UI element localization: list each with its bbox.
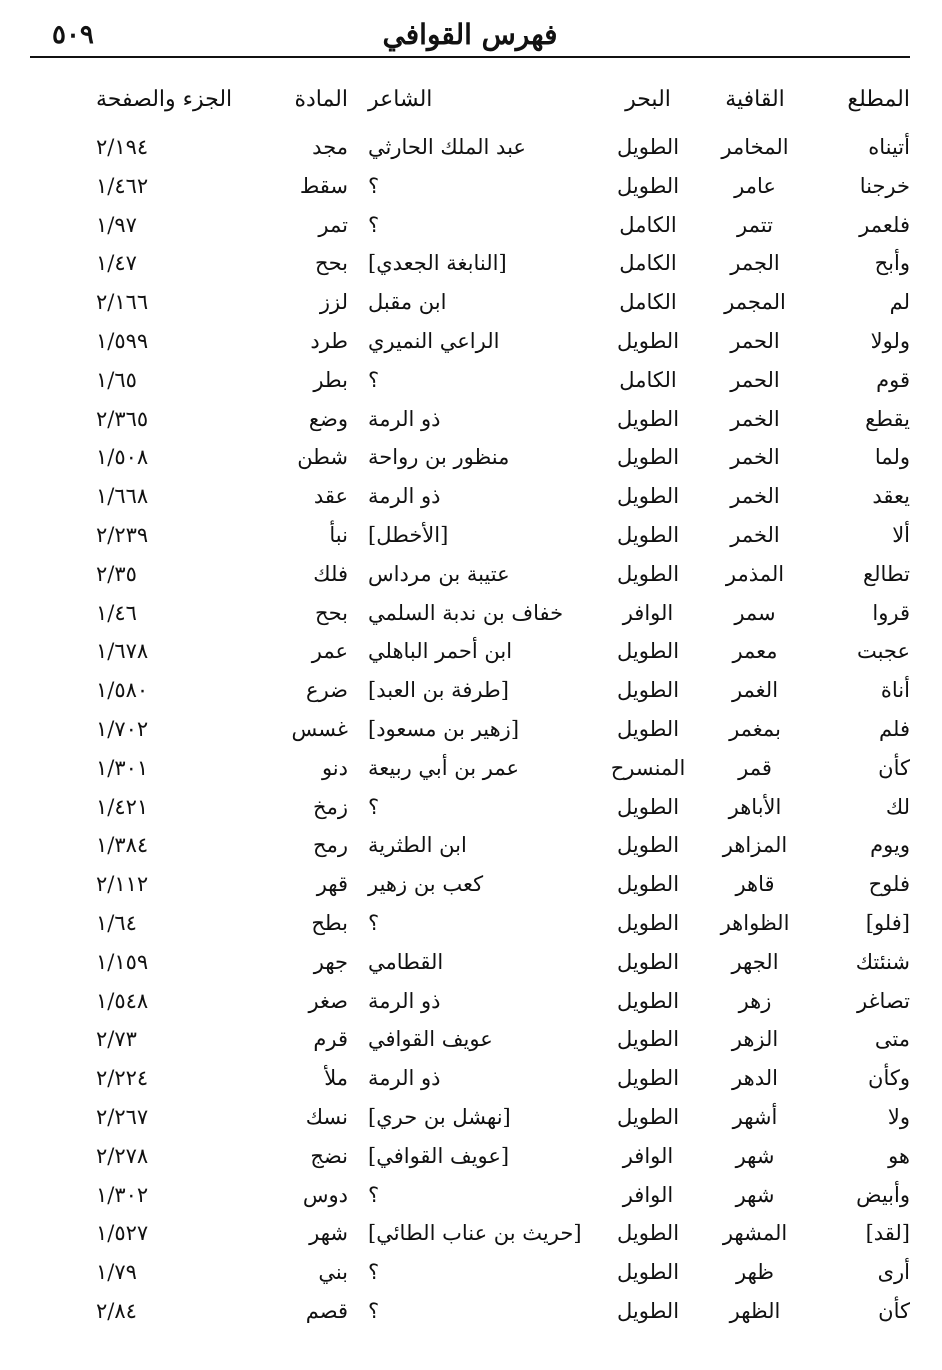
poet-cell: [النابغة الجعدي] xyxy=(368,251,507,276)
table-row xyxy=(30,982,910,1021)
opening-cell: فلم xyxy=(879,716,910,741)
opening-cell: يقطع xyxy=(865,406,910,431)
meter-cell: الطويل xyxy=(616,716,680,741)
rhyme-cell: الجمر xyxy=(730,251,780,276)
root-cell: دنو xyxy=(321,755,348,780)
opening-cell: كأن xyxy=(878,1298,910,1323)
table-row xyxy=(30,594,910,633)
meter-cell: الكامل xyxy=(619,251,677,276)
rhyme-cell: قاهر xyxy=(735,872,775,897)
meter-cell: الوافر xyxy=(622,1143,674,1168)
opening-cell: ولولا xyxy=(870,328,910,353)
reference-cell: ١/٤٦٢ xyxy=(96,173,149,198)
rhyme-cell: تتمر xyxy=(737,212,773,237)
table-row xyxy=(30,1020,910,1059)
table-row xyxy=(30,361,910,400)
reference-cell: ٢/٢٧٨ xyxy=(96,1143,149,1168)
poet-cell: [عويف القوافي] xyxy=(368,1143,510,1168)
root-cell: قصم xyxy=(305,1298,348,1323)
table-row xyxy=(30,283,910,322)
poet-cell: ابن أحمر الباهلي xyxy=(368,639,513,664)
root-cell: سقط xyxy=(299,173,348,198)
reference-cell: ١/٧٩ xyxy=(96,1260,137,1285)
root-cell: زمخ xyxy=(313,794,348,819)
table-row xyxy=(30,904,910,943)
poet-cell: ؟ xyxy=(368,794,380,819)
table-row xyxy=(30,438,910,477)
meter-cell: الطويل xyxy=(616,988,680,1013)
table-row xyxy=(30,1292,910,1331)
opening-cell: وأبح xyxy=(874,251,910,276)
opening-cell: وكأن xyxy=(868,1066,910,1091)
opening-cell: وأبيض xyxy=(856,1182,910,1207)
root-cell: دوس xyxy=(302,1182,348,1207)
opening-cell: ولما xyxy=(874,445,910,470)
root-cell: ملأ xyxy=(324,1066,348,1091)
table-row xyxy=(30,749,910,788)
opening-cell: يعقد xyxy=(872,484,910,509)
meter-cell: الطويل xyxy=(616,173,680,198)
page-number: ٥٠٩ xyxy=(52,20,94,50)
table-row xyxy=(30,1059,910,1098)
opening-cell: لم xyxy=(889,290,910,315)
reference-cell: ١/٦٧٨ xyxy=(96,639,149,664)
reference-cell: ١/٤٢١ xyxy=(96,794,149,819)
root-cell: قهر xyxy=(316,872,348,897)
rhyme-cell: الخمر xyxy=(730,445,780,470)
meter-cell: الطويل xyxy=(616,406,680,431)
table-row xyxy=(30,477,910,516)
rhyme-cell: الحمر xyxy=(730,328,780,353)
index-page xyxy=(30,12,910,1323)
table-row xyxy=(30,555,910,594)
meter-cell: الطويل xyxy=(616,1298,680,1323)
root-cell: بني xyxy=(318,1260,348,1285)
opening-cell: ولا xyxy=(887,1104,910,1129)
poet-cell: ؟ xyxy=(368,1260,380,1285)
reference-cell: ٢/١٩٤ xyxy=(96,135,149,159)
opening-cell: هو xyxy=(888,1143,910,1168)
rhyme-cell: المشهر xyxy=(722,1221,788,1246)
rhyme-cell: عامر xyxy=(734,173,776,198)
meter-cell: الوافر xyxy=(622,1182,674,1207)
meter-cell: الطويل xyxy=(616,1104,680,1129)
reference-cell: ١/٦٥ xyxy=(96,367,137,392)
reference-cell: ١/٤٧ xyxy=(96,251,137,276)
rhyme-cell: معمر xyxy=(732,639,778,664)
root-cell: نبأ xyxy=(329,522,348,547)
reference-cell: ١/٦٤ xyxy=(96,910,137,935)
rhyme-cell: الظواهر xyxy=(720,910,790,935)
meter-cell: الطويل xyxy=(616,1066,680,1091)
poet-cell: [نهشل بن حري] xyxy=(368,1104,511,1129)
reference-cell: ١/٣٨٤ xyxy=(96,833,149,858)
table-row xyxy=(30,322,910,361)
poet-cell: ذو الرمة xyxy=(368,484,441,509)
page-title: فهرس القوافي xyxy=(382,18,558,51)
reference-cell: ٢/٨٤ xyxy=(96,1298,137,1323)
table-row xyxy=(30,632,910,671)
root-cell: نضج xyxy=(310,1143,348,1168)
poet-cell: خفاف بن ندبة السلمي xyxy=(368,600,564,625)
rhyme-cell: شهر xyxy=(735,1182,775,1207)
reference-cell: ٢/٧٣ xyxy=(96,1027,137,1052)
rhyme-cell: المذمر xyxy=(725,561,785,586)
poet-cell: ابن الطثرية xyxy=(368,833,467,858)
rhyme-cell: الأباهر xyxy=(728,794,782,819)
rhyme-cell: قمر xyxy=(738,755,772,780)
column-header-poet: الشاعر xyxy=(368,87,433,112)
root-cell: رمح xyxy=(313,833,348,858)
meter-cell: الطويل xyxy=(616,484,680,509)
root-cell: بطح xyxy=(311,910,348,935)
opening-cell: متى xyxy=(874,1027,910,1052)
root-cell: بحح xyxy=(315,600,348,625)
column-header-meter: البحر xyxy=(625,87,671,112)
meter-cell: الكامل xyxy=(619,367,677,392)
poet-cell: ؟ xyxy=(368,212,380,237)
root-cell: قرم xyxy=(313,1027,348,1052)
table-row xyxy=(30,1098,910,1137)
rhyme-cell: شهر xyxy=(735,1143,775,1168)
table-row xyxy=(30,826,910,865)
rhyme-cell: زهر xyxy=(738,988,772,1013)
root-cell: وضع xyxy=(308,406,348,431)
table-row xyxy=(30,516,910,555)
root-cell: بحح xyxy=(315,251,348,276)
poet-cell: القطامي xyxy=(368,949,444,974)
table-row xyxy=(30,1214,910,1253)
opening-cell: كأن xyxy=(878,755,910,780)
reference-cell: ١/٣٠١ xyxy=(96,755,149,780)
meter-cell: الطويل xyxy=(616,561,680,586)
running-head xyxy=(30,12,910,52)
opening-cell: قروا xyxy=(872,600,910,625)
root-cell: صغر xyxy=(308,988,348,1013)
reference-cell: ١/٣٠٢ xyxy=(96,1182,149,1207)
reference-cell: ١/٩٧ xyxy=(96,212,137,237)
opening-cell: [لقد] xyxy=(865,1221,910,1246)
root-cell: نسك xyxy=(305,1104,348,1129)
meter-cell: الطويل xyxy=(616,1221,680,1246)
meter-cell: الطويل xyxy=(616,522,680,547)
rhyme-cell: المزاهر xyxy=(722,833,788,858)
rhyme-cell: الظهر xyxy=(729,1298,781,1323)
poet-cell: الراعي النميري xyxy=(368,328,500,353)
reference-cell: ١/٥٢٧ xyxy=(96,1221,149,1246)
meter-cell: الطويل xyxy=(616,678,680,703)
table-row xyxy=(30,1176,910,1215)
rhyme-cell: الدهر xyxy=(732,1066,778,1091)
opening-cell: خرجنا xyxy=(859,173,910,198)
rhyme-cell: بمغمر xyxy=(729,716,781,741)
poet-cell: ؟ xyxy=(368,1298,380,1323)
meter-cell: الطويل xyxy=(616,328,680,353)
rhyme-cell: الغمر xyxy=(731,678,779,703)
poet-cell: عتيبة بن مرداس xyxy=(368,561,510,586)
table-body xyxy=(30,128,910,1331)
meter-cell: الطويل xyxy=(616,1027,680,1052)
poet-cell: منظور بن رواحة xyxy=(368,445,510,470)
table-row xyxy=(30,710,910,749)
column-header-reference: الجزء والصفحة xyxy=(96,87,233,112)
meter-cell: الطويل xyxy=(616,639,680,664)
opening-cell: فلوح xyxy=(868,872,910,897)
reference-cell: ١/٥٩٩ xyxy=(96,328,149,353)
opening-cell: فلعمر xyxy=(859,212,910,237)
table-row xyxy=(30,865,910,904)
rhyme-cell: الجهر xyxy=(731,949,779,974)
root-cell: جهر xyxy=(313,949,348,974)
meter-cell: الطويل xyxy=(616,135,680,159)
meter-cell: الطويل xyxy=(616,445,680,470)
reference-cell: ٢/٢٦٧ xyxy=(96,1104,149,1129)
opening-cell: عجبت xyxy=(856,639,910,664)
meter-cell: الكامل xyxy=(619,212,677,237)
rhyme-cell: أشهر xyxy=(732,1104,778,1129)
reference-cell: ٢/٣٥ xyxy=(96,561,137,586)
rhyme-cell: الزهر xyxy=(731,1027,779,1052)
column-header-opening: المطلع xyxy=(847,87,910,112)
column-header-rhyme: القافية xyxy=(725,87,785,112)
root-cell: فلك xyxy=(313,561,348,586)
poet-cell: ؟ xyxy=(368,910,380,935)
reference-cell: ١/١٥٩ xyxy=(96,949,149,974)
meter-cell: الطويل xyxy=(616,794,680,819)
root-cell: شطن xyxy=(297,445,348,470)
opening-cell: أناة xyxy=(880,678,910,703)
root-cell: لزز xyxy=(319,290,348,315)
poet-cell: ؟ xyxy=(368,367,380,392)
table-header-row xyxy=(30,72,910,128)
meter-cell: المنسرح xyxy=(610,755,686,780)
rhyme-cell: الحمر xyxy=(730,367,780,392)
table-row xyxy=(30,244,910,283)
root-cell: طرد xyxy=(310,328,348,353)
meter-cell: الطويل xyxy=(616,1260,680,1285)
opening-cell: أرى xyxy=(877,1260,910,1285)
reference-cell: ١/٤٦ xyxy=(96,600,137,625)
poet-cell: ذو الرمة xyxy=(368,988,441,1013)
reference-cell: ١/٥٨٠ xyxy=(96,678,149,703)
root-cell: بطر xyxy=(313,367,348,392)
meter-cell: الطويل xyxy=(616,949,680,974)
meter-cell: الطويل xyxy=(616,833,680,858)
opening-cell: شنئتك xyxy=(855,949,910,974)
poet-cell: [زهير بن مسعود] xyxy=(368,716,520,741)
table-row xyxy=(30,167,910,206)
root-cell: عقد xyxy=(313,484,348,509)
opening-cell: [فلو] xyxy=(865,910,910,935)
rhyme-cell: المجمر xyxy=(724,290,786,315)
reference-cell: ١/٧٠٢ xyxy=(96,716,149,741)
rhyme-index-table xyxy=(30,72,910,1331)
poet-cell: ذو الرمة xyxy=(368,406,441,431)
reference-cell: ٢/٢٣٩ xyxy=(96,522,149,547)
root-cell: عمر xyxy=(311,639,348,664)
table-row xyxy=(30,788,910,827)
meter-cell: الطويل xyxy=(616,872,680,897)
column-header-root: المادة xyxy=(294,87,348,112)
meter-cell: الطويل xyxy=(616,910,680,935)
poet-cell: عمر بن أبي ربيعة xyxy=(368,755,520,780)
rhyme-cell: المخامر xyxy=(721,135,789,159)
poet-cell: [طرفة بن العبد] xyxy=(368,678,509,703)
rhyme-cell: الخمر xyxy=(730,484,780,509)
poet-cell: كعب بن زهير xyxy=(368,872,484,897)
reference-cell: ٢/٣٦٥ xyxy=(96,406,149,431)
rhyme-cell: الخمر xyxy=(730,522,780,547)
reference-cell: ٢/١٦٦ xyxy=(96,290,149,315)
root-cell: شهر xyxy=(309,1221,348,1246)
opening-cell: تصاغر xyxy=(856,988,910,1013)
opening-cell: تطالع xyxy=(862,561,910,586)
poet-cell: [حريث بن عناب الطائي] xyxy=(368,1221,582,1246)
poet-cell: عويف القوافي xyxy=(368,1027,493,1052)
root-cell: غسس xyxy=(291,716,348,741)
rhyme-cell: ظهر xyxy=(736,1260,774,1285)
poet-cell: ذو الرمة xyxy=(368,1066,441,1091)
poet-cell: [الأخطل] xyxy=(368,522,449,547)
opening-cell: ألا xyxy=(892,522,910,547)
table-row xyxy=(30,400,910,439)
meter-cell: الكامل xyxy=(619,290,677,315)
root-cell: مجد xyxy=(312,135,348,159)
poet-cell: ؟ xyxy=(368,1182,380,1207)
table-row xyxy=(30,128,910,167)
reference-cell: ١/٥٠٨ xyxy=(96,445,149,470)
table-row xyxy=(30,671,910,710)
table-row xyxy=(30,943,910,982)
table-row xyxy=(30,1137,910,1176)
poet-cell: ابن مقبل xyxy=(368,290,447,315)
rhyme-cell: الخمر xyxy=(730,406,780,431)
root-cell: ضرع xyxy=(306,678,348,703)
root-cell: تمر xyxy=(318,212,348,237)
opening-cell: لك xyxy=(885,794,910,819)
reference-cell: ١/٥٤٨ xyxy=(96,988,149,1013)
header-rule xyxy=(30,56,910,58)
poet-cell: ؟ xyxy=(368,173,380,198)
opening-cell: ويوم xyxy=(870,833,910,858)
reference-cell: ١/٦٦٨ xyxy=(96,484,149,509)
table-row xyxy=(30,1253,910,1292)
meter-cell: الوافر xyxy=(622,600,674,625)
reference-cell: ٢/١١٢ xyxy=(96,872,149,897)
opening-cell: قوم xyxy=(876,367,910,392)
table-row xyxy=(30,206,910,245)
opening-cell: أتيناه xyxy=(868,135,910,159)
poet-cell: عبد الملك الحارثي xyxy=(368,135,526,159)
rhyme-cell: سمر xyxy=(734,600,776,625)
reference-cell: ٢/٢٢٤ xyxy=(96,1066,149,1091)
